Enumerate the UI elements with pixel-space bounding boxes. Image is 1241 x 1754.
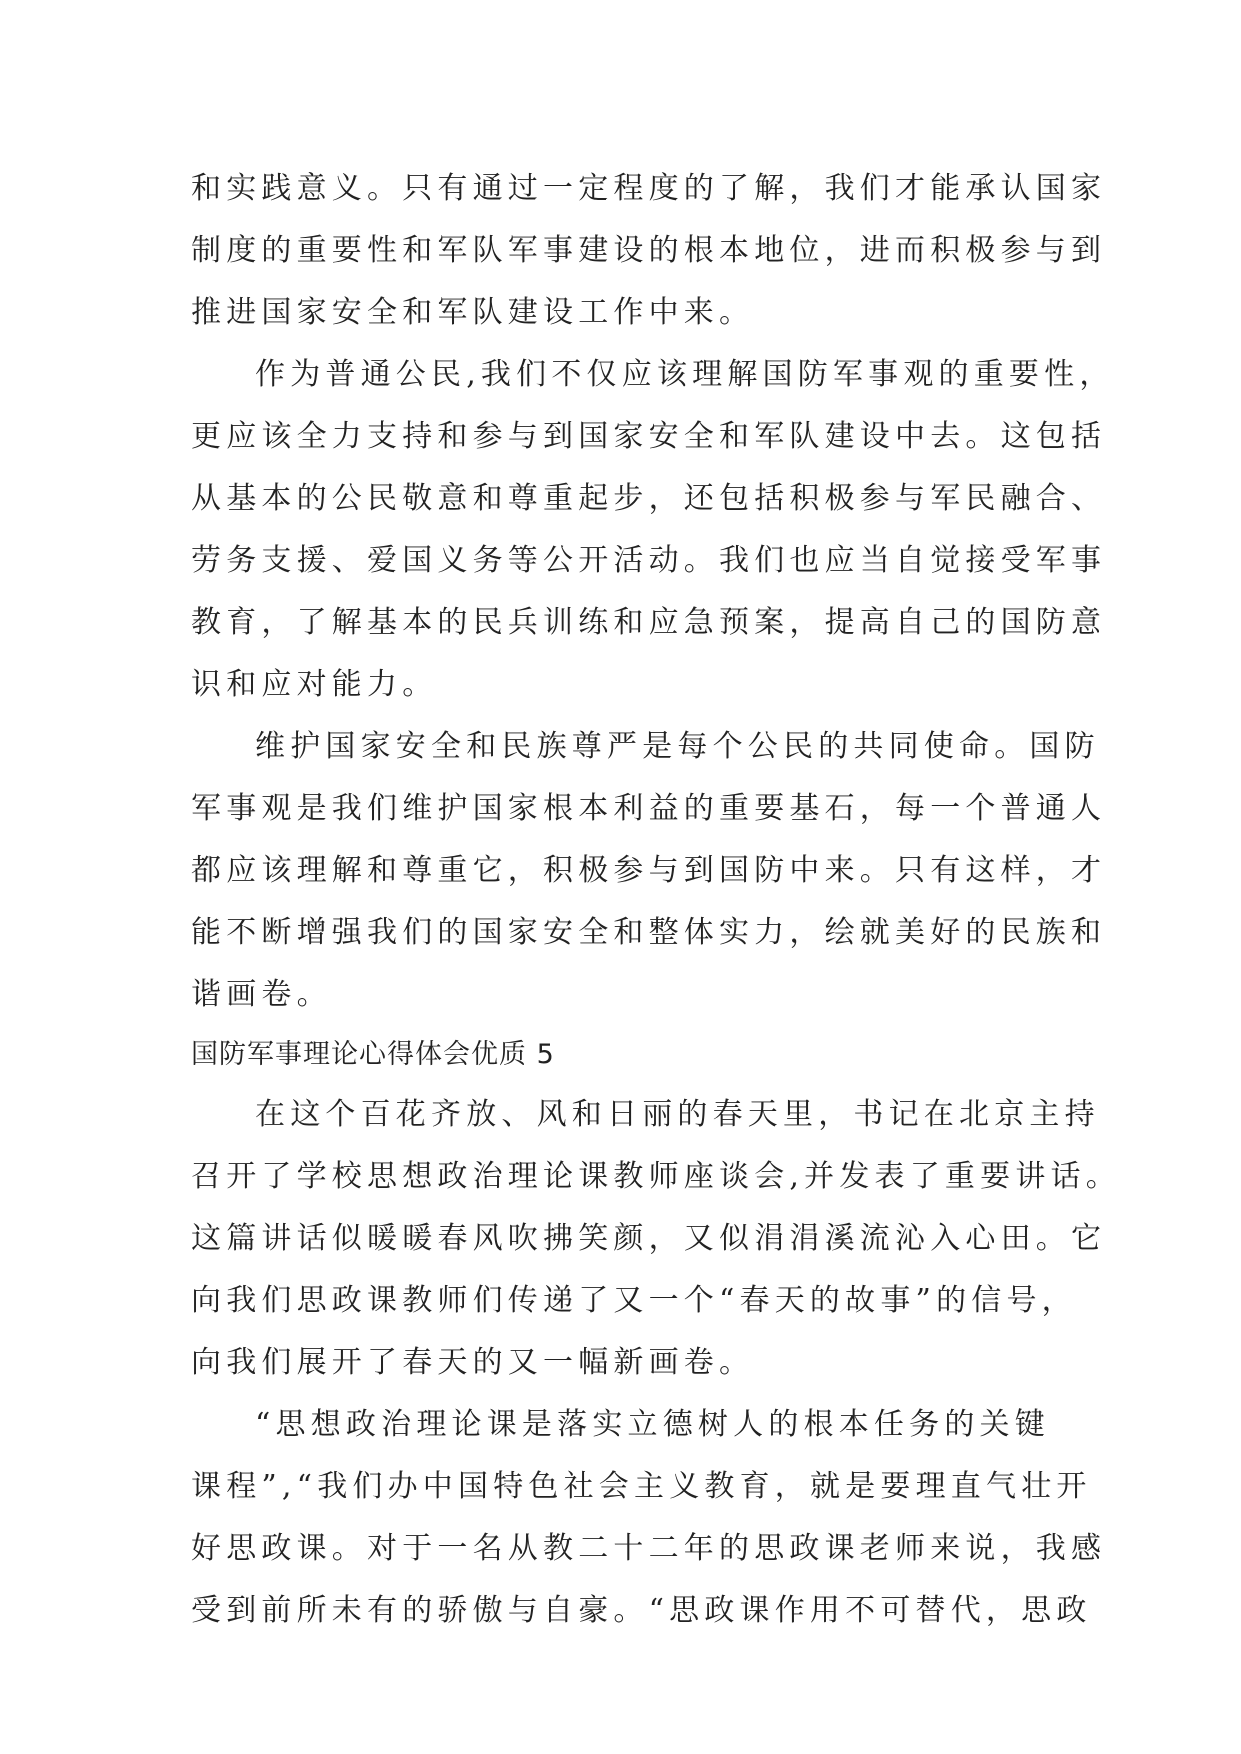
- text-line: 课程”,“我们办中国特色社会主义教育，就是要理直气壮开: [191, 1469, 1092, 1504]
- text-line: 都应该理解和尊重它，积极参与到国防中来。只有这样，才: [191, 853, 1107, 888]
- text-line: 受到前所未有的骄傲与自豪。“思政课作用不可替代，思政: [191, 1593, 1092, 1628]
- text-line: 识和应对能力。: [191, 667, 438, 702]
- text-line: 推进国家安全和军队建设工作中来。: [191, 295, 755, 330]
- text-line: 和实践意义。只有通过一定程度的了解，我们才能承认国家: [191, 171, 1107, 206]
- text-line: 这篇讲话似暖暖春风吹拂笑颜，又似涓涓溪流沁入心田。它: [191, 1221, 1107, 1256]
- text-line: 能不断增强我们的国家安全和整体实力，绘就美好的民族和: [191, 915, 1107, 950]
- text-line: 向我们思政课教师们传递了又一个“春天的故事”的信号，: [191, 1283, 1077, 1318]
- text-line: 制度的重要性和军队军事建设的根本地位，进而积极参与到: [191, 233, 1107, 268]
- section-heading: 国防军事理论心得体会优质 5: [191, 1039, 555, 1070]
- text-line: 军事观是我们维护国家根本利益的重要基石，每一个普通人: [191, 791, 1107, 826]
- paragraph-first-line: 维护国家安全和民族尊严是每个公民的共同使命。国防: [255, 729, 1100, 764]
- paragraph-first-line: 在这个百花齐放、风和日丽的春天里，书记在北京主持: [255, 1097, 1100, 1132]
- paragraph-first-line: “思想政治理论课是落实立德树人的根本任务的关键: [255, 1407, 1050, 1442]
- paragraph-first-line: 作为普通公民,我们不仅应该理解国防军事观的重要性，: [255, 357, 1115, 392]
- text-line: 向我们展开了春天的又一幅新画卷。: [191, 1345, 755, 1380]
- document-body: [191, 158, 1121, 1642]
- text-line: 劳务支援、爱国义务等公开活动。我们也应当自觉接受军事: [191, 543, 1107, 578]
- text-line: 好思政课。对于一名从教二十二年的思政课老师来说，我感: [191, 1531, 1107, 1566]
- text-line: 召开了学校思想政治理论课教师座谈会,并发表了重要讲话。: [191, 1159, 1121, 1194]
- text-line: 谐画卷。: [191, 977, 332, 1012]
- text-line: 从基本的公民敬意和尊重起步，还包括积极参与军民融合、: [191, 481, 1107, 516]
- text-line: 更应该全力支持和参与到国家安全和军队建设中去。这包括: [191, 419, 1107, 454]
- text-line: 教育，了解基本的民兵训练和应急预案，提高自己的国防意: [191, 605, 1107, 640]
